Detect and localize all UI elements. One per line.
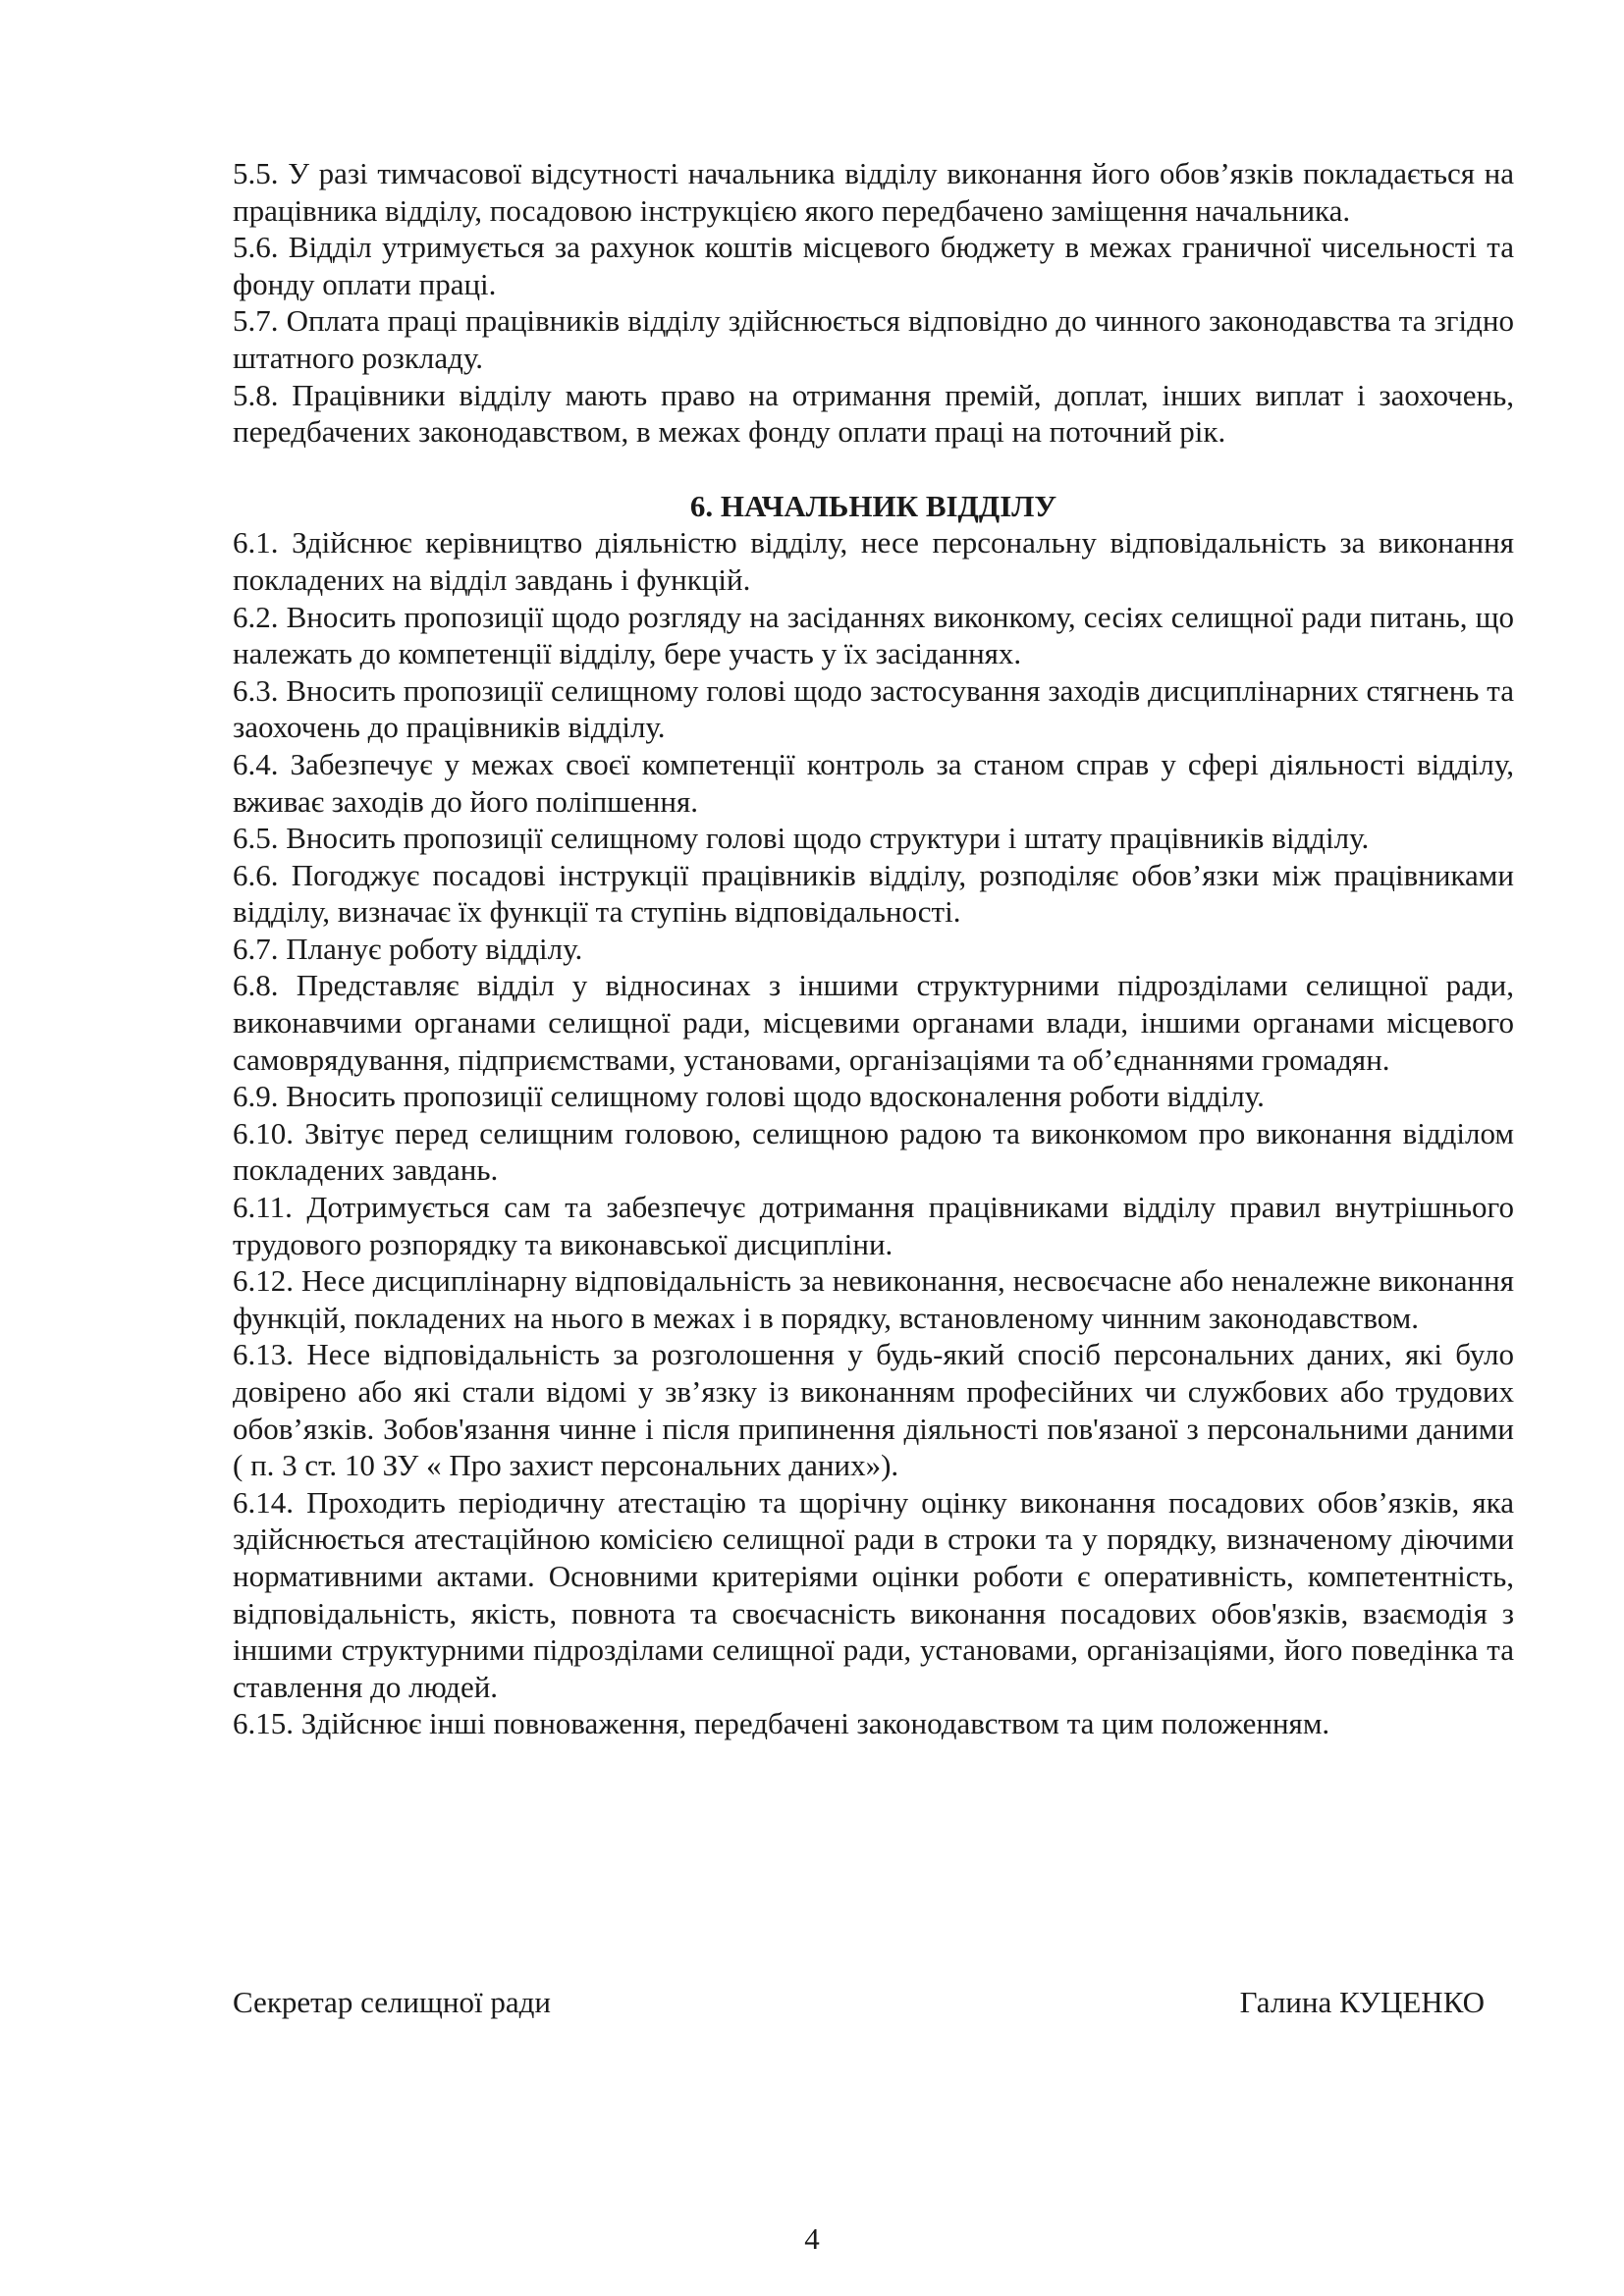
paragraph-6-15: 6.15. Здійснює інші повноваження, передбачені законодавством та цим положенням. xyxy=(233,1706,1330,1741)
paragraph-5-7: 5.7. Оплата праці працівників відділу здійснюється відповідно до чинного законодавства та згідно штатного розкладу. xyxy=(233,303,1514,375)
paragraph-5-8: 5.8. Працівники відділу мають право на отримання премій, доплат, інших виплат і заохочень, передбачених законодавством, в межах фонду оплати праці на поточний рік. xyxy=(233,377,1514,450)
paragraph-6-8: 6.8. Представляє відділ у відносинах з іншими структурними підрозділами селищної ради, виконавчими органами селищної ради, місцевими органами влади, іншими органами місцевого самоврядування, підприємствами, установами, організаціями та об’єднаннями громадян. xyxy=(233,968,1514,1077)
paragraph-6-5: 6.5. Вносить пропозиції селищному голові щодо структури і штату працівників відділу. xyxy=(233,821,1370,856)
paragraph-6-14: 6.14. Проходить періодичну атестацію та щорічну оцінку виконання посадових обов’язків, яка здійснюється атестаційною комісією селищної ради в строки та у порядку, визначеному діючими нормативними актами. Основними критеріями оцінки роботи є оперативність, компетентність, відповідальність, якість, повнота та своєчасність виконання посадових обов'язків, взаємодія з іншими структурними підрозділами селищної ради, установами, організаціями, його поведінка та ставлення до людей. xyxy=(233,1484,1514,1704)
paragraph-6-13: 6.13. Несе відповідальність за розголошення у будь-який спосіб персональних даних, які було довірено або які стали відомі у зв’язку із виконанням професійних чи службових або трудових обов’язків. Зобов'язання чинне і після припинення діяльності пов'язаної з персональними даними ( п. 3 ст. 10 ЗУ « Про захист персональних даних»). xyxy=(233,1337,1514,1483)
paragraph-5-6: 5.6. Відділ утримується за рахунок коштів місцевого бюджету в межах граничної чисельності та фонду оплати праці. xyxy=(233,230,1514,301)
signature-block xyxy=(233,1984,1514,2021)
paragraph-6-11: 6.11. Дотримується сам та забезпечує дотримання працівниками відділу правил внутрішнього трудового розпорядку та виконавської дисципліни. xyxy=(233,1190,1514,1261)
signatory-name: Галина КУЦЕНКО xyxy=(1239,1985,1485,2019)
signatory-position: Секретар селищної ради xyxy=(233,1985,551,2019)
page-number: 4 xyxy=(804,2221,820,2256)
paragraph-6-1: 6.1. Здійснює керівництво діяльністю відділу, несе персональну відповідальність за виконання покладених на відділ завдань і функцій. xyxy=(233,525,1514,597)
section-5-list xyxy=(233,155,1514,451)
section-6 xyxy=(233,488,1514,1742)
paragraph-6-7: 6.7. Планує роботу відділу. xyxy=(233,931,583,966)
paragraph-6-12: 6.12. Несе дисциплінарну відповідальність за невиконання, несвоєчасне або неналежне виконання функцій, покладених на нього в межах і в порядку, встановленому чинним законодавством. xyxy=(233,1263,1514,1335)
paragraph-6-4: 6.4. Забезпечує у межах своєї компетенції контроль за станом справ у сфері діяльності відділу, вживає заходів до його поліпшення. xyxy=(233,746,1514,819)
paragraph-6-9: 6.9. Вносить пропозиції селищному голові щодо вдосконалення роботи відділу. xyxy=(233,1079,1265,1114)
paragraph-6-6: 6.6. Погоджує посадові інструкції працівників відділу, розподіляє обов’язки між працівниками відділу, визначає їх функції та ступінь відповідальності. xyxy=(233,857,1514,930)
paragraph-6-2: 6.2. Вносить пропозиції щодо розгляду на засіданнях виконкому, сесіях селищної ради питань, що належать до компетенції відділу, бере участь у їх засіданнях. xyxy=(233,599,1514,671)
document-body xyxy=(233,155,1514,1742)
paragraph-6-10: 6.10. Звітує перед селищним головою, селищною радою та виконкомом про виконання відділом покладених завдань. xyxy=(233,1115,1514,1188)
paragraph-5-5: 5.5. У разі тимчасової відсутності начальника відділу виконання його обов’язків покладається на працівника відділу, посадовою інструкцією якого передбачено заміщення начальника. xyxy=(233,156,1514,228)
section-6-title: 6. НАЧАЛЬНИК ВІДДІЛУ xyxy=(689,488,1057,523)
paragraph-6-3: 6.3. Вносить пропозиції селищному голові щодо застосування заходів дисциплінарних стягнень та заохочень до працівників відділу. xyxy=(233,672,1514,745)
